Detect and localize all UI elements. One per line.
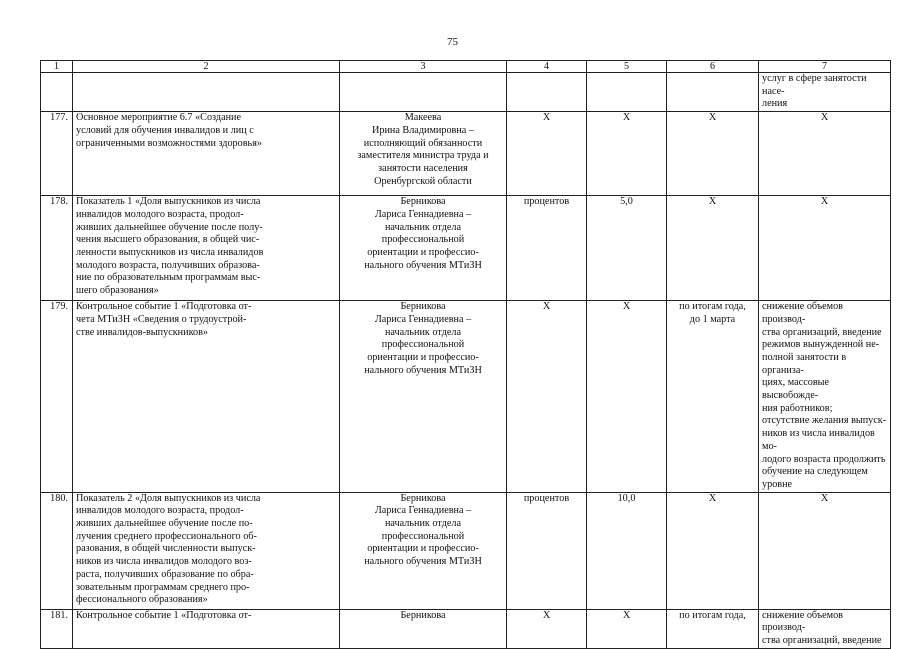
responsible-cell: [340, 73, 507, 112]
name-cell: Показатель 1 «Доля выпускников из числа инвалидов молодого возраста, продол- живших дальнейшее обучение после полу- чения высшего образования, в общей чис- ленности выпускников из числа инвалидов молодого возраста, получивших образова- ние по образовательным программам выс- шего образования»: [73, 196, 340, 301]
row-number-cell: 179.: [41, 301, 73, 493]
risks-cell: Х: [759, 196, 891, 301]
header-cell: 2: [73, 61, 340, 73]
value-cell: Х: [587, 609, 667, 648]
value-cell: 10,0: [587, 492, 667, 609]
page-number: 75: [447, 36, 458, 48]
name-cell: Контрольное событие 1 «Подготовка от-: [73, 609, 340, 648]
row-number-cell: 181.: [41, 609, 73, 648]
responsible-cell: Берникова: [340, 609, 507, 648]
responsible-cell: Макеева Ирина Владимировна – исполняющий обязанности заместителя министра труда и занятости населения Оренбургской области: [340, 112, 507, 196]
table-row: [41, 196, 891, 301]
table-row: [41, 73, 891, 112]
deadline-cell: Х: [667, 196, 759, 301]
value-cell: Х: [587, 301, 667, 493]
responsible-cell: Берникова Лариса Геннадиевна – начальник отдела профессиональной ориентации и профессио- нального обучения МТиЗН: [340, 196, 507, 301]
unit-cell: процентов: [507, 196, 587, 301]
unit-cell: Х: [507, 609, 587, 648]
deadline-cell: по итогам года,: [667, 609, 759, 648]
row-number-cell: 178.: [41, 196, 73, 301]
row-number-cell: 180.: [41, 492, 73, 609]
unit-cell: процентов: [507, 492, 587, 609]
table-row: [41, 609, 891, 648]
deadline-cell: по итогам года, до 1 марта: [667, 301, 759, 493]
row-number-cell: 177.: [41, 112, 73, 196]
table-row: [41, 301, 891, 493]
risks-cell: снижение объемов производ- ства организаций, введение: [759, 609, 891, 648]
program-table: [40, 60, 891, 649]
responsible-cell: Берникова Лариса Геннадиевна – начальник отдела профессиональной ориентации и профессио- нального обучения МТиЗН: [340, 492, 507, 609]
deadline-cell: Х: [667, 112, 759, 196]
unit-cell: Х: [507, 301, 587, 493]
risks-cell: Х: [759, 492, 891, 609]
header-cell: 5: [587, 61, 667, 73]
unit-cell: Х: [507, 112, 587, 196]
name-cell: Контрольное событие 1 «Подготовка от- чета МТиЗН «Сведения о трудоустрой- стве инвалидов-выпускников»: [73, 301, 340, 493]
risks-cell: Х: [759, 112, 891, 196]
unit-cell: [507, 73, 587, 112]
header-cell: 4: [507, 61, 587, 73]
name-cell: Показатель 2 «Доля выпускников из числа инвалидов молодого возраста, продол- живших дальнейшее обучение после по- лучения среднего профессионального об- разования, в общей численности выпуск- ников из числа инвалидов молодого воз- раста, получивших образование по обра- зовательным программам среднего про- фессионального образования»: [73, 492, 340, 609]
table-header-row: [41, 61, 891, 73]
header-cell: 7: [759, 61, 891, 73]
table-row: [41, 112, 891, 196]
value-cell: Х: [587, 112, 667, 196]
header-cell: 1: [41, 61, 73, 73]
header-cell: 6: [667, 61, 759, 73]
name-cell: Основное мероприятие 6.7 «Создание условий для обучения инвалидов и лиц с ограниченными возможностями здоровья»: [73, 112, 340, 196]
deadline-cell: [667, 73, 759, 112]
risks-cell: снижение объемов производ- ства организаций, введение режимов вынужденной не- полной занятости в организа- циях, массовые высвобожде- ния работников; отсутствие желания выпуск- ников из числа инвалидов мо- лодого возраста продолжить обучение на следующем уровне: [759, 301, 891, 493]
responsible-cell: Берникова Лариса Геннадиевна – начальник отдела профессиональной ориентации и профессио- нального обучения МТиЗН: [340, 301, 507, 493]
row-number-cell: [41, 73, 73, 112]
header-cell: 3: [340, 61, 507, 73]
name-cell: [73, 73, 340, 112]
value-cell: 5,0: [587, 196, 667, 301]
deadline-cell: Х: [667, 492, 759, 609]
value-cell: [587, 73, 667, 112]
risks-cell: услуг в сфере занятости насе- ления: [759, 73, 891, 112]
table-row: [41, 492, 891, 609]
